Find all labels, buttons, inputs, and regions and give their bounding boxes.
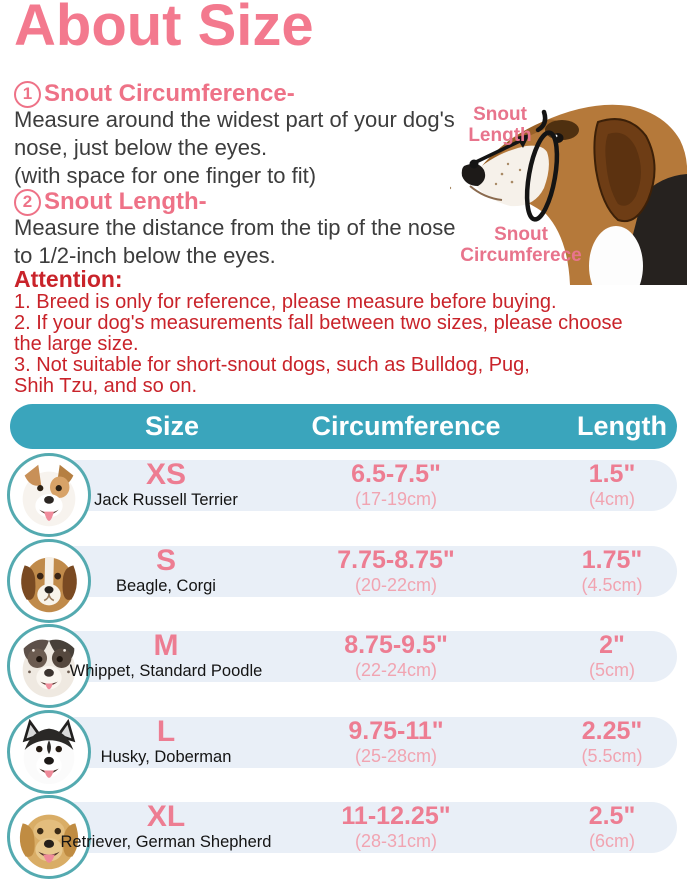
snout-circumference-heading [14, 80, 295, 108]
length-cm: (4cm) [589, 489, 635, 509]
instruction-line: (with space for one finger to fit) [14, 163, 317, 188]
circumference-cm: (28-31cm) [354, 831, 438, 851]
length-cm: (4.5cm) [581, 574, 643, 595]
size-value: XS [145, 458, 187, 491]
circumference-cm: (20-22cm) [354, 574, 438, 595]
instruction-line: to 1/2-inch below the eyes. [14, 243, 276, 268]
size-value: L [156, 714, 176, 748]
circumference-cm: (17-19cm) [354, 489, 438, 509]
circumference-inches: 7.75-8.75" [337, 545, 455, 574]
table-row-xs [0, 453, 687, 539]
table-row-s [0, 539, 687, 625]
circumference-inches: 6.5-7.5" [351, 460, 441, 488]
circumference-cm: (22-24cm) [354, 660, 438, 680]
length-inches: 1.75" [581, 545, 643, 574]
circumference-inches: 9.75-11" [348, 716, 444, 745]
length-inches: 2.5" [588, 802, 636, 830]
snout-circumference-heading-text: Snout Circumference- [44, 80, 295, 107]
table-row-xl [0, 795, 687, 879]
table-row-m [0, 624, 687, 710]
snout-circumference-instructions [14, 106, 455, 190]
attention-line: the large size. [14, 333, 139, 355]
size-value: M [153, 629, 179, 662]
length-cm: (5.5cm) [581, 745, 643, 766]
circled-number-1-icon: 1 [14, 81, 41, 108]
size-value: XL [146, 800, 186, 833]
snout-length-label: Snout Length [468, 104, 532, 146]
length-inches: 2" [599, 631, 625, 659]
column-header-length: Length [577, 411, 667, 441]
length-cm: (6cm) [589, 831, 635, 851]
length-inches: 1.5" [588, 460, 636, 488]
size-table-header [10, 404, 677, 449]
circumference-cm: (25-28cm) [354, 745, 438, 766]
length-cm: (5cm) [589, 660, 635, 680]
table-row-l [0, 710, 687, 796]
instruction-line: Measure the distance from the tip of the nose [14, 215, 456, 240]
breed-names: Retriever, German Shepherd [60, 833, 272, 851]
breed-names: Beagle, Corgi [116, 576, 216, 595]
attention-line: 1. Breed is only for reference, please measure before buying. [14, 291, 557, 313]
size-value: S [155, 543, 176, 577]
page-title: About Size [14, 0, 314, 58]
breed-names: Jack Russell Terrier [94, 491, 238, 509]
snout-circumference-label: Snout Circumferece [460, 224, 582, 266]
instruction-line: Measure around the widest part of your dog's [14, 107, 455, 132]
snout-length-heading [14, 188, 207, 216]
attention-line: 2. If your dog's measurements fall between two sizes, please choose [14, 312, 623, 334]
snout-measurement-diagram [450, 78, 687, 285]
circumference-inches: 11-12.25" [341, 802, 451, 830]
breed-names: Whippet, Standard Poodle [69, 662, 263, 680]
attention-line: Shih Tzu, and so on. [14, 375, 198, 397]
circled-number-2-icon: 2 [14, 189, 41, 216]
attention-line: 3. Not suitable for short-snout dogs, such as Bulldog, Pug, [14, 354, 530, 376]
snout-length-instructions [14, 214, 455, 270]
snout-length-heading-text: Snout Length- [44, 188, 207, 215]
breed-names: Husky, Doberman [100, 747, 232, 766]
column-header-size: Size [144, 411, 200, 441]
instruction-line: nose, just below the eyes. [14, 135, 268, 160]
length-inches: 2.25" [581, 716, 643, 745]
attention-list [14, 292, 623, 397]
column-header-circumference: Circumference [311, 411, 501, 441]
circumference-inches: 8.75-9.5" [344, 631, 448, 659]
attention-heading: Attention: [14, 266, 123, 292]
